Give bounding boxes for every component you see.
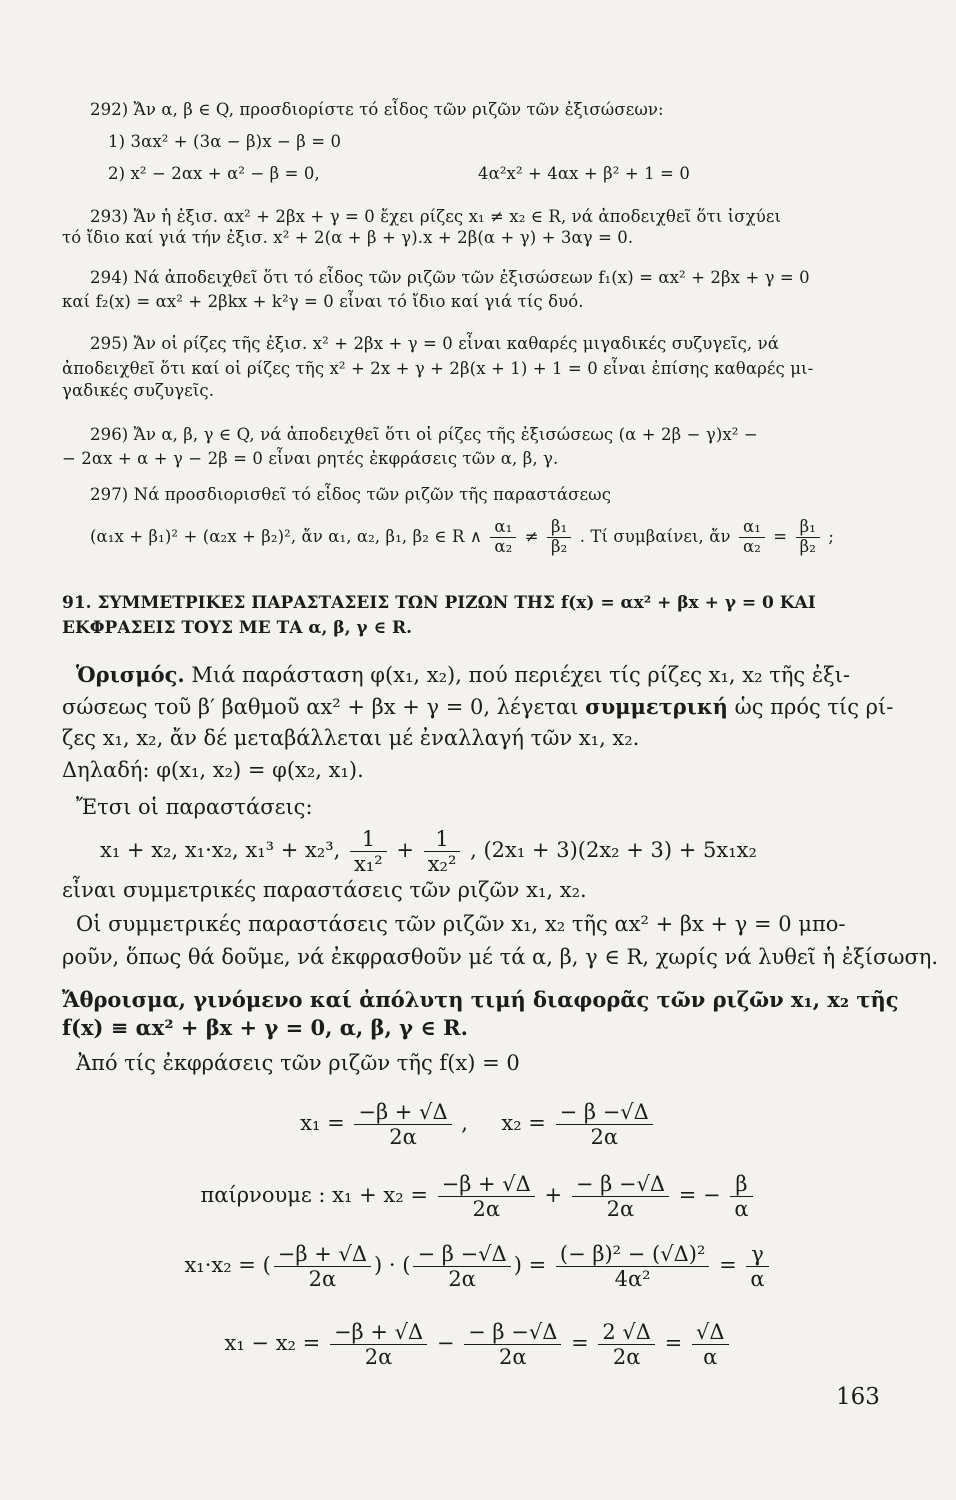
denominator: α — [750, 1267, 765, 1292]
question-mark: ; — [828, 526, 834, 546]
definition-line-3: ζες x₁, x₂, ἄν δέ μεταβάλλεται μέ ἐναλλαγή τῶν x₁, x₂. — [62, 726, 640, 750]
definition-text-2c: ὡς πρός τίς ρί- — [734, 695, 894, 719]
fraction-b1-b2 — [547, 518, 571, 557]
denominator: 4α² — [614, 1267, 651, 1292]
numerator: − β −√Δ — [572, 1172, 669, 1197]
definition-line-8: ροῦν, ὅπως θά δοῦμε, νά ἐκφρασθοῦν μέ τά α, β, γ ∈ R, χωρίς νά λυθεῖ ἡ ἐξίσωση. — [62, 945, 939, 969]
denominator: 2α — [590, 1125, 618, 1150]
x2-label: x₂ = — [501, 1111, 546, 1136]
numerator: −β + √Δ — [330, 1320, 427, 1345]
definition-text: Μιά παράσταση φ(x₁, x₂), πού περιέχει τίς ρίζες x₁, x₂ τῆς ἐξι- — [191, 663, 851, 687]
problem-297-expression — [90, 518, 834, 557]
numerator: γ — [746, 1242, 768, 1267]
denominator: 2α — [448, 1267, 476, 1292]
page-number: 163 — [836, 1384, 880, 1410]
fraction-1-over-x2-squared — [424, 827, 461, 876]
denominator: 2α — [389, 1125, 417, 1150]
equals-sign: = — [528, 1253, 547, 1278]
difference-fraction-c — [598, 1320, 655, 1369]
denominator: 2α — [472, 1197, 500, 1222]
problem-292-equation-2b: 4α²x² + 4αx + β² + 1 = 0 — [478, 164, 690, 183]
denominator: 2α — [499, 1345, 527, 1370]
product-formula: x₁·x₂ = ( $\frac{-\beta + √\Delta}{2\alpha}$ ) · ( $\frac{- \beta -√\Delta}{2\alpha}$ ) = $\frac{\text{(− β)² − (√Δ)²}}{\text{4α²}}$ = $\frac{\gamma}{\alpha}$ — [0, 1242, 956, 1291]
definition-line-6: εἶναι συμμετρικές παραστάσεις τῶν ριζῶν x₁, x₂. — [62, 878, 587, 902]
definition-line-5: Ἔτσι οἱ παραστάσεις: — [76, 795, 313, 819]
section-heading-line-1: 91. ΣΥΜΜΕΤΡΙΚΕΣ ΠΑΡΑΣΤΑΣΕΙΣ ΤΩΝ ΡΙΖΩΝ ΤΗΣ f(x) = αx² + βx + γ = 0 ΚΑΙ — [62, 593, 816, 613]
denominator: 2α — [308, 1267, 337, 1292]
problem-293-line-1: 293) Ἄν ἡ ἐξισ. αx² + 2βx + γ = 0 ἔχει ρίζες x₁ ≠ x₂ ∈ R, νά ἀποδειχθεῖ ὅτι ἰσχύει — [90, 207, 782, 226]
equals-minus: = − — [678, 1183, 721, 1208]
symmetric-examples — [100, 827, 757, 876]
problem-294-line-2: καί f₂(x) = αx² + 2βkx + k²γ = 0 εἶναι τό ἴδιο καί γιά τίς δυό. — [62, 292, 584, 311]
sum-result-fraction — [730, 1172, 752, 1221]
problem-297-expr-text: (α₁x + β₁)² + (α₂x + β₂)², ἄν α₁, α₂, β₁, β₂ ∈ R ∧ — [90, 526, 483, 546]
numerator: 1 — [424, 827, 461, 852]
product-fraction-b — [413, 1242, 510, 1291]
sum-lhs: παίρνουμε : x₁ + x₂ = — [200, 1183, 428, 1208]
product-lhs: x₁·x₂ = — [184, 1253, 256, 1278]
denominator: α — [734, 1197, 749, 1222]
x1-fraction — [354, 1100, 451, 1149]
numerator: − β −√Δ — [556, 1100, 653, 1125]
problem-296-line-2: − 2αx + α + γ − 2β = 0 εἶναι ρητές ἐκφράσεις τῶν α, β, γ. — [62, 449, 559, 468]
equals-sign: = — [571, 1331, 589, 1356]
subsection-heading-line-1: Ἄθροισμα, γινόμενο καί ἀπόλυτη τιμή διαφορᾶς τῶν ριζῶν x₁, x₂ τῆς — [62, 987, 899, 1012]
problem-292-equation-2a: 2) x² − 2αx + α² − β = 0, — [108, 164, 320, 183]
numerator: − β −√Δ — [464, 1320, 561, 1345]
difference-fraction-b — [464, 1320, 561, 1369]
problem-294-line-1: 294) Νά ἀποδειχθεῖ ὅτι τό εἶδος τῶν ριζῶν τῶν ἐξισώσεων f₁(x) = αx² + 2βx + γ = 0 — [90, 268, 810, 287]
numerator: β — [730, 1172, 752, 1197]
numerator: −β + √Δ — [274, 1242, 371, 1267]
definition-line-4: Δηλαδή: φ(x₁, x₂) = φ(x₂, x₁). — [62, 758, 364, 782]
examples-part-a: x₁ + x₂, x₁·x₂, x₁³ + x₂³, — [100, 838, 341, 863]
difference-result-fraction — [692, 1320, 729, 1369]
fraction-1-over-x1-squared — [350, 827, 387, 876]
numerator: (− β)² − (√Δ)² — [556, 1242, 710, 1267]
problem-297-question: . Τί συμβαίνει, ἄν — [579, 526, 731, 546]
numerator: − β −√Δ — [413, 1242, 510, 1267]
denominator: α₂ — [742, 536, 761, 556]
examples-part-b: , (2x₁ + 3)(2x₂ + 3) + 5x₁x₂ — [470, 838, 757, 863]
denominator: α — [703, 1345, 718, 1370]
numerator: −β + √Δ — [438, 1172, 535, 1197]
denominator: x₁² — [354, 852, 383, 877]
problem-295-line-1: 295) Ἄν οἱ ρίζες τῆς ἐξισ. x² + 2βx + γ = 0 εἶναι καθαρές μιγαδικές συζυγεῖς, νά — [90, 334, 779, 353]
denominator: 2α — [364, 1345, 393, 1370]
numerator: −β + √Δ — [354, 1100, 451, 1125]
numerator: 1 — [350, 827, 387, 852]
definition-line-1 — [76, 662, 850, 687]
problem-295-line-2: ἀποδειχθεῖ ὅτι καί οἱ ρίζες τῆς x² + 2x + γ + 2β(x + 1) + 1 = 0 εἶναι ἐπίσης καθαρές μι- — [62, 359, 814, 378]
numerator: 2 √Δ — [598, 1320, 655, 1345]
problem-296-line-1: 296) Ἄν α, β, γ ∈ Q, νά ἀποδειχθεῖ ὅτι οἱ ρίζες τῆς ἐξισώσεως (α + 2β − γ)x² − — [90, 425, 758, 444]
numerator: α₁ — [490, 518, 516, 538]
denominator: 2α — [612, 1345, 641, 1370]
plus-sign: + — [396, 838, 415, 863]
x2-fraction — [556, 1100, 653, 1149]
difference-fraction-a — [330, 1320, 427, 1369]
sum-fraction-b — [572, 1172, 669, 1221]
product-result-fraction — [746, 1242, 768, 1291]
problem-295-line-3: γαδικές συζυγεῖς. — [62, 381, 215, 400]
problem-293-line-2: τό ἴδιο καί γιά τήν ἐξισ. x² + 2(α + β + γ).x + 2β(α + γ) + 3αγ = 0. — [62, 228, 634, 247]
x1-label: x₁ = — [300, 1111, 345, 1136]
definition-term-symmetric: συμμετρική — [585, 694, 728, 719]
definition-line-7: Οἱ συμμετρικές παραστάσεις τῶν ριζῶν x₁, x₂ τῆς αx² + βx + γ = 0 μπο- — [76, 912, 846, 936]
numerator: α₁ — [739, 518, 765, 538]
sum-fraction-a — [438, 1172, 535, 1221]
problem-292-equation-1: 1) 3αx² + (3α − β)x − β = 0 — [108, 132, 342, 151]
problem-292-text: 292) Ἄν α, β ∈ Q, προσδιορίστε τό εἶδος τῶν ριζῶν τῶν ἐξισώσεων: — [90, 100, 664, 119]
definition-label: Ὁρισμός. — [76, 662, 185, 687]
eq-sign: = — [773, 526, 788, 546]
neq-sign: ≠ — [524, 526, 539, 546]
sum-formula — [0, 1172, 956, 1221]
fraction-a1-a2-second — [739, 518, 765, 557]
fraction-b1-b2-second — [796, 518, 820, 557]
difference-lhs: x₁ − x₂ = — [224, 1331, 321, 1356]
roots-formula — [0, 1100, 956, 1149]
numerator: √Δ — [692, 1320, 729, 1345]
fraction-a1-a2 — [490, 518, 516, 557]
equals-sign-2: = — [664, 1331, 683, 1356]
denominator: 2α — [606, 1197, 635, 1222]
numerator: β₁ — [547, 518, 571, 538]
denominator: x₂² — [427, 852, 457, 877]
subsection-heading-line-2: f(x) ≡ αx² + βx + γ = 0, α, β, γ ∈ R. — [62, 1015, 468, 1040]
difference-formula — [0, 1320, 956, 1369]
product-fraction-a — [274, 1242, 371, 1291]
plus-sign: + — [544, 1183, 563, 1208]
minus-sign: − — [436, 1331, 455, 1356]
numerator: β₁ — [796, 518, 820, 538]
problem-297-line-1: 297) Νά προσδιορισθεῖ τό εἶδος τῶν ριζῶν τῆς παραστάσεως — [90, 485, 612, 504]
denominator: β₂ — [551, 536, 568, 556]
definition-text-2a: σώσεως τοῦ β′ βαθμοῦ αx² + βx + γ = 0, λέγεται — [62, 695, 579, 719]
denominator: α₂ — [494, 536, 513, 556]
denominator: β₂ — [799, 536, 816, 556]
section-heading-line-2: ΕΚΦΡΑΣΕΙΣ ΤΟΥΣ ΜΕ ΤΑ α, β, γ ∈ R. — [62, 618, 413, 638]
equals-sign-2: = — [719, 1253, 737, 1278]
dot-sign: · — [388, 1253, 396, 1278]
comma: , — [461, 1111, 468, 1136]
definition-line-2 — [62, 694, 893, 719]
subsection-line-3: Ἀπό τίς ἐκφράσεις τῶν ριζῶν τῆς f(x) = 0 — [76, 1051, 520, 1075]
product-fraction-c — [556, 1242, 710, 1291]
